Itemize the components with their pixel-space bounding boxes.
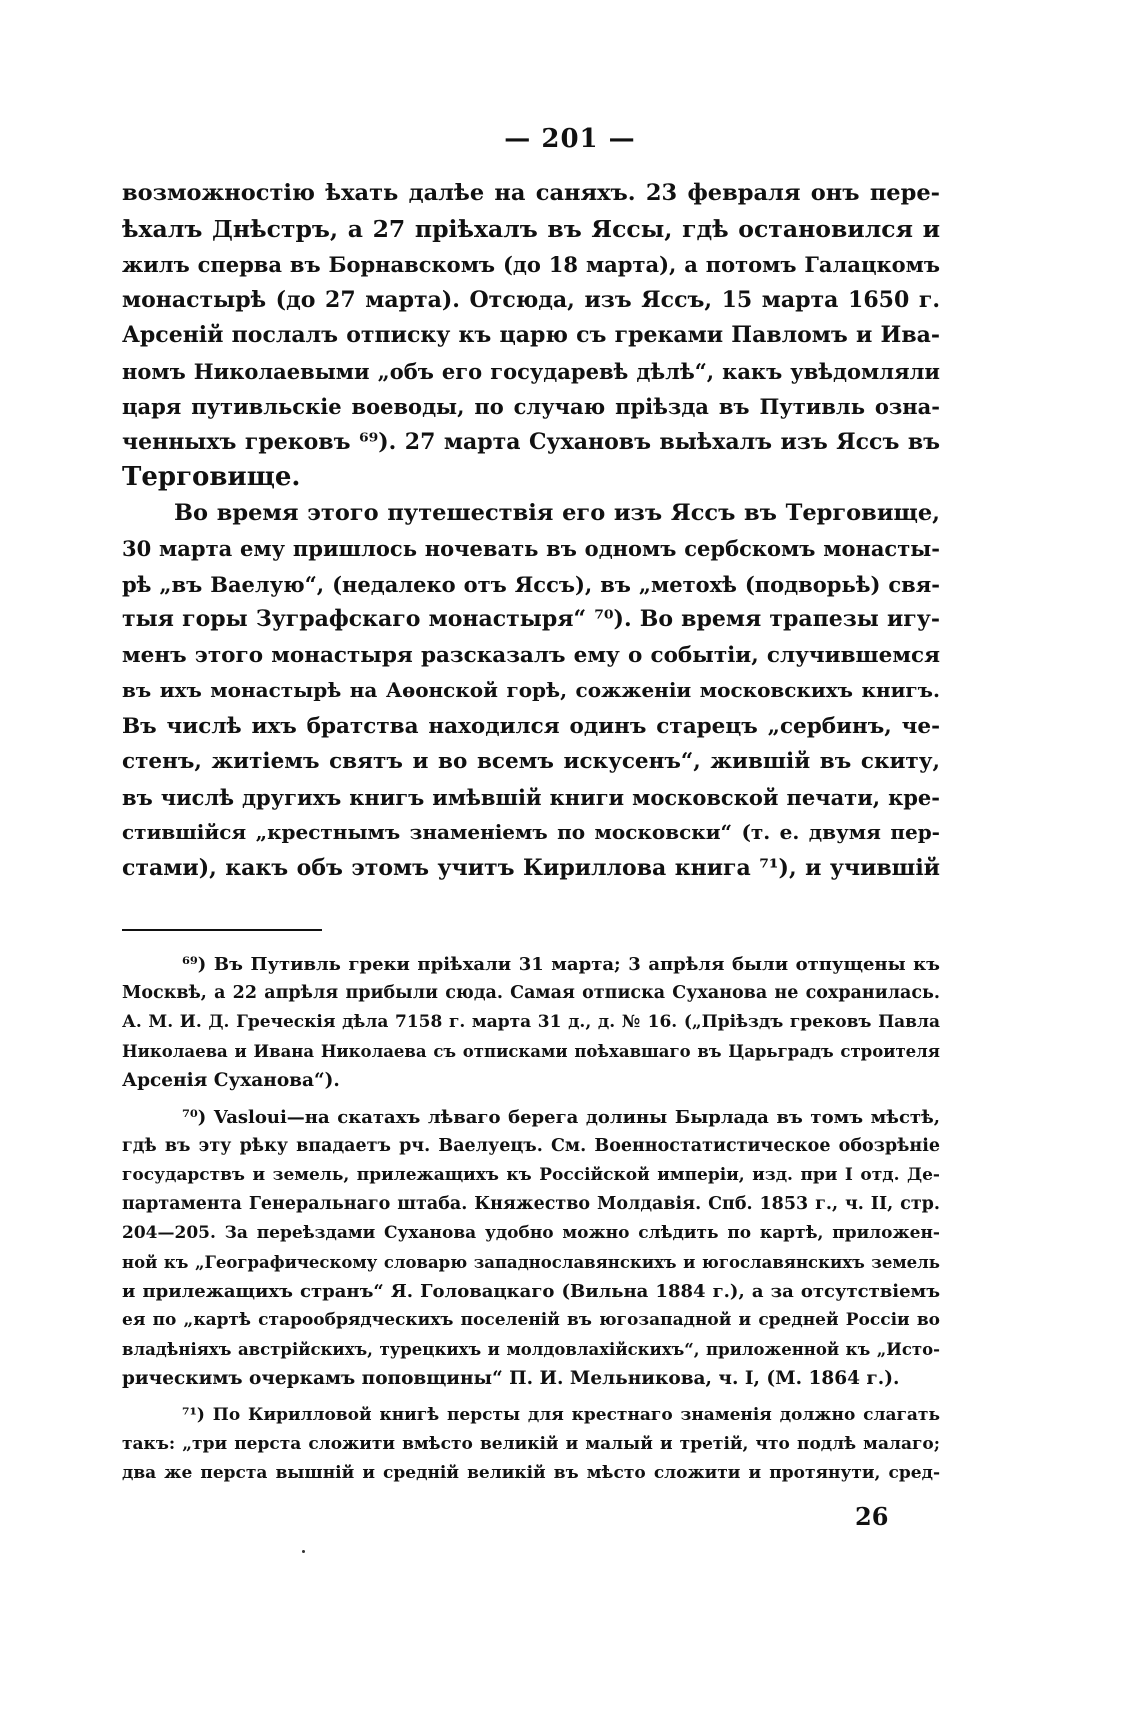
footnote-line: гдѣ въ эту рѣку впадаетъ рч. Ваелуецъ. См. Военностатистическое обозрѣніе — [122, 1136, 940, 1156]
footnote-gap — [122, 1393, 940, 1401]
footnote-line: ⁷¹) По Кирилловой книгѣ персты для крестнаго знаменія должно слагать — [182, 1405, 940, 1425]
text-line: рѣ „въ Ваелую“, (недалеко отъ Яссъ), въ „метохѣ (подворьѣ) свя- — [122, 571, 940, 597]
footnote-separator — [122, 929, 322, 931]
text-line: 30 марта ему пришлось ночевать въ одномъ сербскомъ монасты- — [122, 536, 940, 561]
footnote-line: государствъ и земель, прилежащихъ къ Россійской имперіи, изд. при I отд. Де- — [122, 1165, 940, 1185]
text-line: Въ числѣ ихъ братства находился одинъ старецъ „сербинъ, че- — [122, 713, 940, 739]
text-line: монастырѣ (до 27 марта). Отсюда, изъ Яссъ, 15 марта 1650 г. — [122, 286, 940, 313]
footnote-line: ⁶⁹) Въ Путивль греки пріѣхали 31 марта; 3 апрѣля были отпущены къ — [182, 954, 940, 975]
footnote-line: ея по „картѣ старообрядческихъ поселеній въ югозападной и средней Россіи во — [122, 1310, 940, 1330]
text-line: жилъ сперва въ Борнавскомъ (до 18 марта), а потомъ Галацкомъ — [122, 252, 940, 277]
footnote-line: рическимъ очеркамъ поповщины“ П. И. Мельникова, ч. I, (М. 1864 г.). — [122, 1368, 900, 1389]
text-line: Арсеній послалъ отписку къ царю съ греками Павломъ и Ива- — [122, 322, 940, 348]
footnote-line: владѣніяхъ австрійскихъ, турецкихъ и молдовлахійскихъ“, приложенной къ „Исто- — [122, 1340, 940, 1359]
text-line: возможностію ѣхать далѣе на саняхъ. 23 февраля онъ пере- — [122, 180, 940, 206]
signature-mark: 26 — [855, 1502, 889, 1531]
text-line: стившійся „крестнымъ знаменіемъ по московски“ (т. е. двумя пер- — [122, 820, 940, 844]
footnotes — [122, 950, 940, 1488]
footnote-gap — [122, 1095, 940, 1103]
footnote-line: А. М. И. Д. Греческія дѣла 7158 г. марта 31 д., д. № 16. („Пріѣздъ грековъ Павла — [122, 1012, 940, 1032]
footnote-line: партамента Генеральнаго штаба. Княжество Молдавія. Спб. 1853 г., ч. II, стр. — [122, 1194, 940, 1214]
footnote-line: такъ: „три перста сложити вмѣсто великій и малый и третій, что подлѣ малаго; — [122, 1434, 940, 1454]
text-line: ченныхъ грековъ ⁶⁹). 27 марта Сухановъ выѣхалъ изъ Яссъ въ — [122, 428, 940, 455]
text-line: въ ихъ монастырѣ на Аѳонской горѣ, сожженіи московскихъ книгъ. — [122, 678, 940, 702]
footnote-line: ⁷⁰) Vasloui—на скатахъ лѣваго берега долины Бырлада въ томъ мѣстѣ, — [182, 1107, 940, 1128]
text-line: Во время этого путешествія его изъ Яссъ въ Терговище, — [174, 499, 940, 526]
footnote-line: и прилежащихъ странъ“ Я. Головацкаго (Вильна 1884 г.), а за отсутствіемъ — [122, 1281, 940, 1302]
text-line: стенъ, житіемъ святъ и во всемъ искусенъ“, жившій въ скиту, — [122, 749, 940, 774]
footnote-line: Арсенія Суханова“). — [122, 1070, 340, 1091]
footnote-line: ной къ „Географическому словарю западнославянскихъ и югославянскихъ земель — [122, 1253, 940, 1272]
page-number: — 201 — — [504, 124, 636, 154]
text-line: номъ Николаевыми „объ его государевѣ дѣлѣ“, какъ увѣдомляли — [122, 358, 940, 384]
footnote-line: Москвѣ, а 22 апрѣля прибыли сюда. Самая отписка Суханова не сохранилась. — [122, 983, 940, 1003]
text-line: Терговище. — [122, 462, 301, 492]
text-line: менъ этого монастыря разсказалъ ему о событіи, случившемся — [122, 642, 940, 668]
footnote-line: Николаева и Ивана Николаева съ отписками поѣхавшаго въ Царьградъ строителя — [122, 1042, 940, 1061]
paper-speck — [302, 1550, 305, 1553]
text-line: стами), какъ объ этомъ учитъ Кириллова книга ⁷¹), и учившій — [122, 854, 940, 881]
text-line: царя путивльскіе воеводы, по случаю пріѣзда въ Путивль озна- — [122, 394, 940, 419]
text-line: тыя горы Зуграфскаго монастыря“ ⁷⁰). Во время трапезы игу- — [122, 606, 940, 632]
text-line: въ числѣ другихъ книгъ имѣвшій книги московской печати, кре- — [122, 784, 940, 810]
text-line: ѣхалъ Днѣстръ, а 27 пріѣхалъ въ Яссы, гдѣ остановился и — [122, 214, 940, 243]
main-text — [122, 176, 940, 886]
footnote-line: 204—205. За переѣздами Суханова удобно можно слѣдить по картѣ, приложен- — [122, 1223, 940, 1243]
footnote-line: два же перста вышній и средній великій въ мѣсто сложити и протянути, сред- — [122, 1463, 940, 1483]
